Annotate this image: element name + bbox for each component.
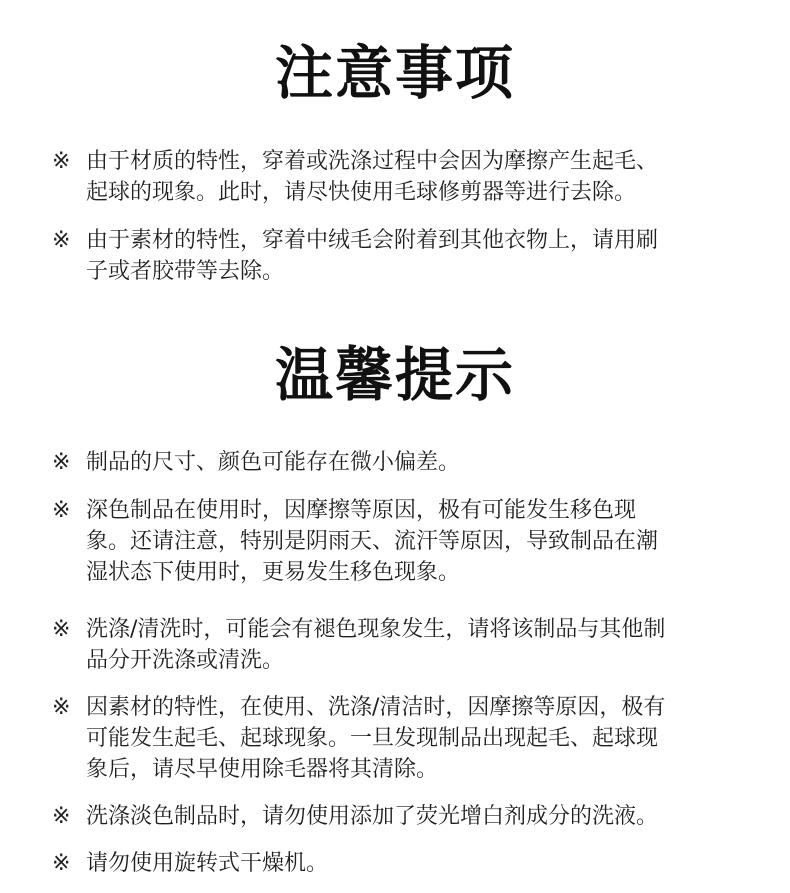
list-item bbox=[52, 692, 752, 785]
list-item-text: 洗涤/清洗时，可能会有褪色现象发生，请将该制品与其他制 品分开洗涤或清洗。 bbox=[86, 617, 666, 673]
list-item bbox=[52, 447, 752, 478]
reference-mark-icon: ※ bbox=[52, 617, 71, 642]
section-title-tips: 温馨提示 bbox=[274, 341, 515, 409]
list-item-text: 因素材的特性，在使用、洗涤/清洁时，因摩擦等原因，极有 可能发生起毛、起球现象。一旦发现制品出现起毛、起球现 象后，请尽早使用除毛器将其清除。 bbox=[86, 695, 666, 782]
reference-mark-icon: ※ bbox=[52, 450, 71, 475]
list-item-text: 请勿使用旋转式干燥机。 bbox=[86, 851, 329, 876]
reference-mark-icon: ※ bbox=[52, 149, 71, 174]
list-item bbox=[52, 495, 752, 588]
reference-mark-icon: ※ bbox=[52, 498, 71, 523]
list-item-text: 洗涤淡色制品时，请勿使用添加了荧光增白剂成分的洗液。 bbox=[86, 804, 659, 829]
section-title-precautions: 注意事项 bbox=[274, 39, 515, 107]
list-item-text: 由于材质的特性，穿着或洗涤过程中会因为摩擦产生起毛、 起球的现象。此时，请尽快使用毛球修剪器等进行去除。 bbox=[86, 149, 659, 205]
reference-mark-icon: ※ bbox=[52, 695, 71, 720]
list-item bbox=[52, 225, 752, 287]
list-item bbox=[52, 146, 752, 208]
reference-mark-icon: ※ bbox=[52, 804, 71, 829]
list-item bbox=[52, 801, 752, 832]
list-item-text: 深色制品在使用时，因摩擦等原因，极有可能发生移色现 象。还请注意，特别是阴雨天、流汗等原因，导致制品在潮 湿状态下使用时，更易发生移色现象。 bbox=[86, 498, 659, 585]
list-item-text: 由于素材的特性，穿着中绒毛会附着到其他衣物上，请用刷 子或者胶带等去除。 bbox=[86, 228, 659, 284]
reference-mark-icon: ※ bbox=[52, 851, 71, 876]
list-item bbox=[52, 614, 752, 676]
list-item-text: 制品的尺寸、颜色可能存在微小偏差。 bbox=[86, 450, 461, 475]
list-item bbox=[52, 848, 752, 879]
reference-mark-icon: ※ bbox=[52, 228, 71, 253]
